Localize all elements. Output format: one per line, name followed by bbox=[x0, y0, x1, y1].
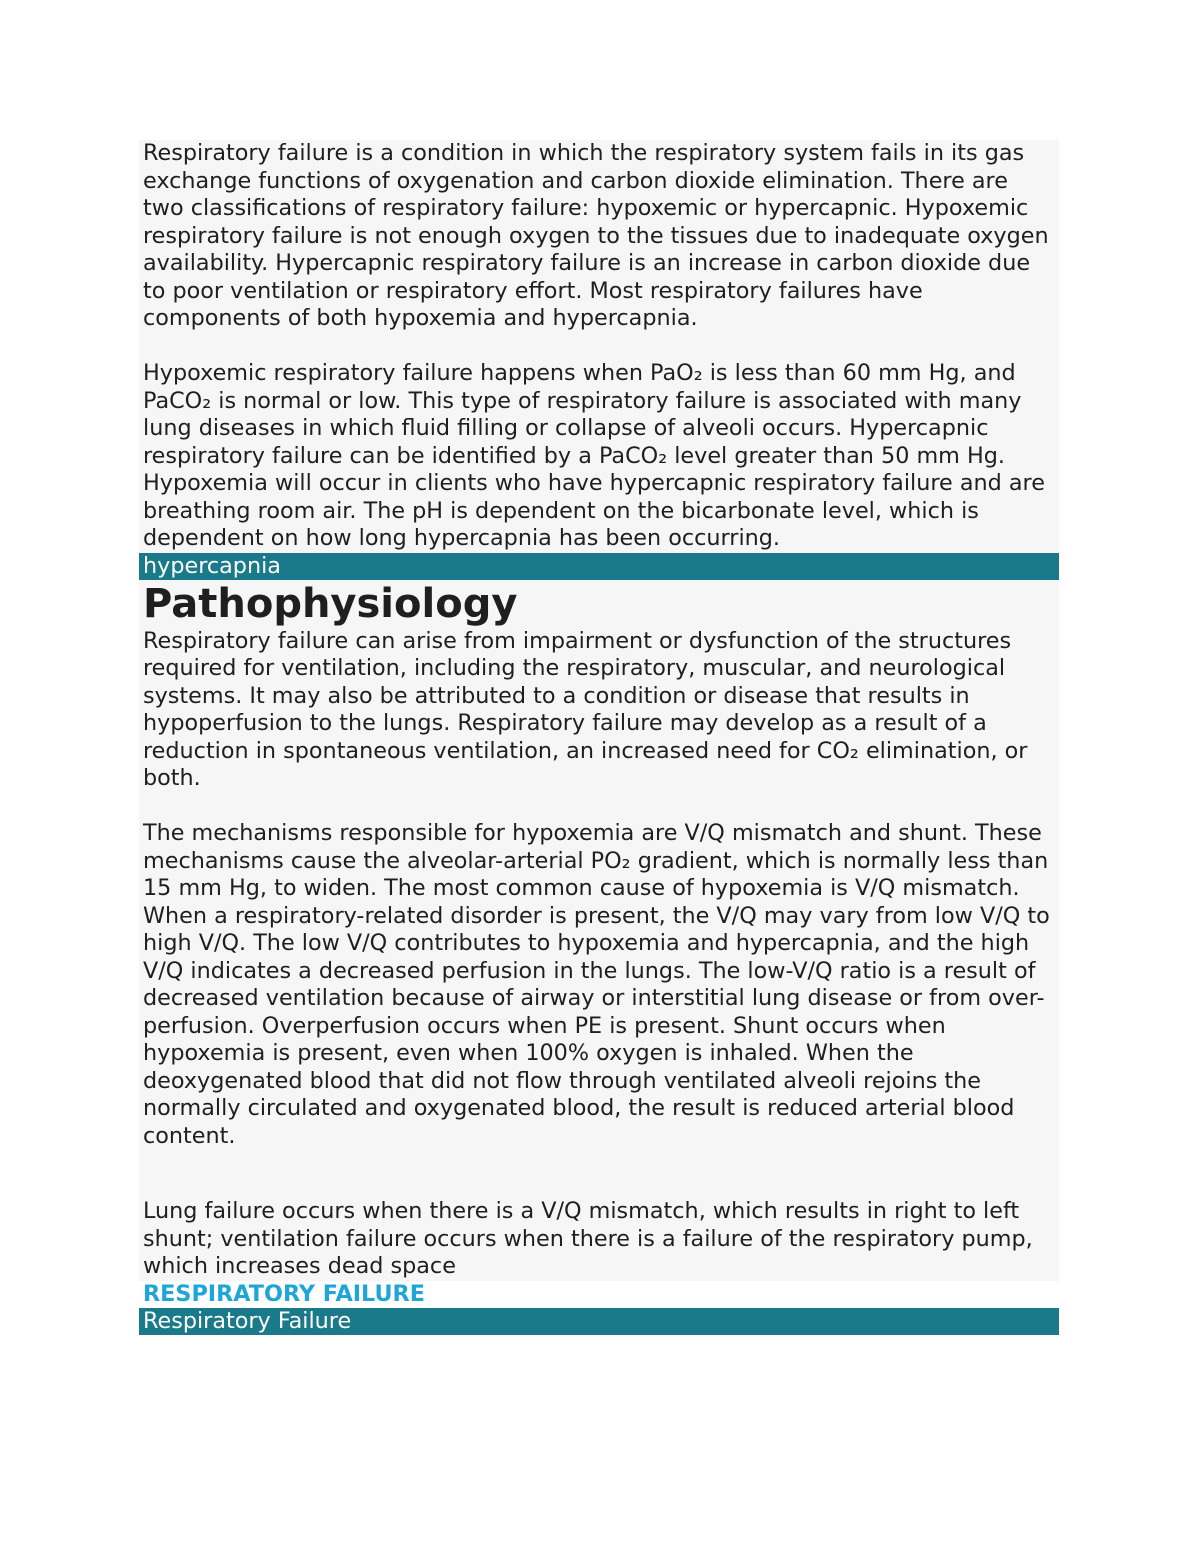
respiratory-failure-link[interactable]: RESPIRATORY FAILURE bbox=[139, 1281, 1059, 1308]
patho-paragraph-3: Lung failure occurs when there is a V/Q mismatch, which results in right to left shunt; ventilation failure occurs when there is a failure of the respiratory pump, which increases dead space bbox=[143, 1198, 1033, 1279]
intro-block bbox=[139, 140, 1059, 553]
paragraph-spacer bbox=[139, 333, 1059, 361]
intro-paragraph-1: Respiratory failure is a condition in which the respiratory system fails in its gas exchange functions of oxygenation and carbon dioxide elimination. There are two classifications of respiratory failure: hypoxemic or hypercapnic. Hypoxemic respiratory failure is not enough oxygen to the tissues due to inadequate oxygen availability. Hypercapnic respiratory failure is an increase in carbon dioxide due to poor ventilation or respiratory effort. Most respiratory failures have components of both hypoxemia and hypercapnia. bbox=[143, 140, 1049, 331]
pathophysiology-block bbox=[139, 580, 1059, 1281]
intro-paragraph-2: Hypoxemic respiratory failure happens when PaO₂ is less than 60 mm Hg, and PaCO₂ is normal or low. This type of respiratory failure is associated with many lung diseases in which fluid filling or collapse of alveoli occurs. Hypercapnic respiratory failure can be identified by a PaCO₂ level greater than 50 mm Hg. Hypoxemia will occur in clients who have hypercapnic respiratory failure and are breathing room air. The pH is dependent on the bicarbonate level, which is dependent on how long hypercapnia has been occurring. bbox=[143, 360, 1045, 551]
paragraph-spacer bbox=[139, 1150, 1059, 1198]
respiratory-failure-bar: Respiratory Failure bbox=[139, 1308, 1059, 1335]
section-heading: Pathophysiology bbox=[143, 580, 518, 627]
document-page bbox=[139, 140, 1059, 1335]
patho-paragraph-2: The mechanisms responsible for hypoxemia are V/Q mismatch and shunt. These mechanisms cause the alveolar-arterial PO₂ gradient, which is normally less than 15 mm Hg, to widen. The most common cause of hypoxemia is V/Q mismatch. When a respiratory-related disorder is present, the V/Q may vary from low V/Q to high V/Q. The low V/Q contributes to hypoxemia and hypercapnia, and the high V/Q indicates a decreased perfusion in the lungs. The low-V/Q ratio is a result of decreased ventilation because of airway or interstitial lung disease or from over-perfusion. Overperfusion occurs when PE is present. Shunt occurs when hypoxemia is present, even when 100% oxygen is inhaled. When the deoxygenated blood that did not flow through ventilated alveoli rejoins the normally circulated and oxygenated blood, the result is reduced arterial blood content. bbox=[143, 820, 1050, 1149]
hypercapnia-bar: hypercapnia bbox=[139, 553, 1059, 580]
patho-paragraph-1: Respiratory failure can arise from impairment or dysfunction of the structures required for ventilation, including the respiratory, muscular, and neurological systems. It may also be attributed to a condition or disease that results in hypoperfusion to the lungs. Respiratory failure may develop as a result of a reduction in spontaneous ventilation, an increased need for CO₂ elimination, or both. bbox=[143, 627, 1028, 791]
paragraph-spacer bbox=[139, 793, 1059, 821]
